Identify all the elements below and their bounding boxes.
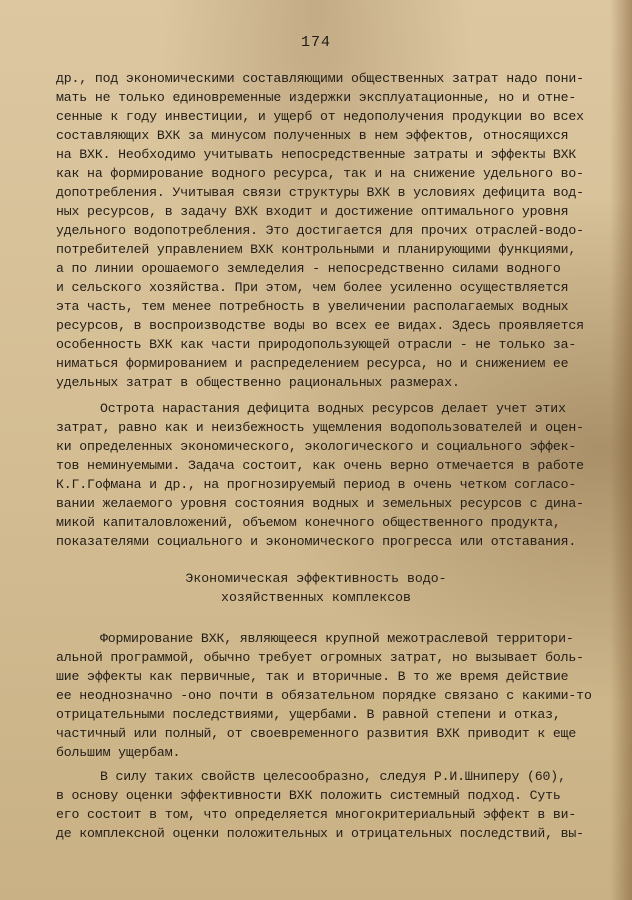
text-line: мать не только единовременные издержки эксплуатационные, но и отне- xyxy=(56,90,577,105)
text-line: др., под экономическими составляющими общественных затрат надо пони- xyxy=(56,71,584,86)
text-line: частичный или полный, от своевременного развития ВХК приводит к еще xyxy=(56,726,577,741)
text-line: Формирование ВХК, являющееся крупной межотраслевой территори- xyxy=(100,631,574,646)
text-line: ки определенных экономического, экологического и социального эффек- xyxy=(56,439,577,454)
text-line: его состоит в том, что определяется многокритериальный эффект в ви- xyxy=(56,807,577,822)
text-line: и сельского хозяйства. При этом, чем более усиленно осуществляется xyxy=(56,280,569,295)
section-heading: хозяйственных комплексов xyxy=(221,590,411,605)
text-line: большим ущербам. xyxy=(56,745,181,760)
text-line: составляющих ВХК за минусом полученных в нем эффектов, относящихся xyxy=(56,128,569,143)
text-line: удельного водопотребления. Это достигается для прочих отраслей-водо- xyxy=(56,223,584,238)
text-line: ресурсов, в воспроизводстве воды во всех ее видах. Здесь проявляется xyxy=(56,318,584,333)
text-line: ниматься формированием и распределением ресурса, но и снижением ее xyxy=(56,356,569,371)
text-line: как на формирование водного ресурса, так и на снижение удельного во- xyxy=(56,166,584,181)
text-line: особенность ВХК как части природопользующей отрасли - не только за- xyxy=(56,337,577,352)
text-line: эта часть, тем менее потребность в увеличении располагаемых водных xyxy=(56,299,569,314)
text-line: потребителей управлением ВХК контрольными и планирующими функциями, xyxy=(56,242,577,257)
text-line: отрицательными последствиями, ущербами. В равной степени и отказ, xyxy=(56,707,561,722)
text-line: на ВХК. Необходимо учитывать непосредственные затраты и эффекты ВХК xyxy=(56,147,577,162)
text-line: шие эффекты как первичные, так и вторичные. В то же время действие xyxy=(56,669,569,684)
text-line: В силу таких свойств целесообразно, следуя Р.И.Шниперу (60), xyxy=(100,769,566,784)
page-edge-shadow xyxy=(610,0,632,900)
text-line: показателями социального и экономического прогресса или отставания. xyxy=(56,534,577,549)
text-line: де комплексной оценки положительных и отрицательных последствий, вы- xyxy=(56,826,584,841)
text-line: затрат, равно как и неизбежность ущемления водопользователей и оцен- xyxy=(56,420,584,435)
text-line: ее неоднозначно -оно почти в обязательном порядке связано с какими-то xyxy=(56,688,592,703)
text-line: тов неминуемыми. Задача состоит, как очень верно отмечается в работе xyxy=(56,458,584,473)
text-line: а по линии орошаемого земледелия - непосредственно силами водного xyxy=(56,261,561,276)
text-line: допотребления. Учитывая связи структуры ВХК в условиях дефицита вод- xyxy=(56,185,584,200)
text-line: сенные к году инвестиции, и ущерб от недополучения продукции во всех xyxy=(56,109,584,124)
section-heading: Экономическая эффективность водо- xyxy=(185,571,447,586)
page-number: 174 xyxy=(300,34,331,51)
text-line: удельных затрат в общественно рациональных размерах. xyxy=(56,375,460,390)
text-line: вании желаемого уровня состояния водных и земельных ресурсов с дина- xyxy=(56,496,584,511)
text-line: микой капиталовложений, объемом конечного общественного продукта, xyxy=(56,515,561,530)
text-line: К.Г.Гофмана и др., на прогнозируемый период в очень четком согласо- xyxy=(56,477,577,492)
text-line: в основу оценки эффективности ВХК положить системный подход. Суть xyxy=(56,788,561,803)
text-line: Острота нарастания дефицита водных ресурсов делает учет этих xyxy=(100,401,566,416)
text-line: ных ресурсов, в задачу ВХК входит и достижение оптимального уровня xyxy=(56,204,569,219)
text-line: альной программой, обычно требует огромных затрат, но вызывает боль- xyxy=(56,650,584,665)
